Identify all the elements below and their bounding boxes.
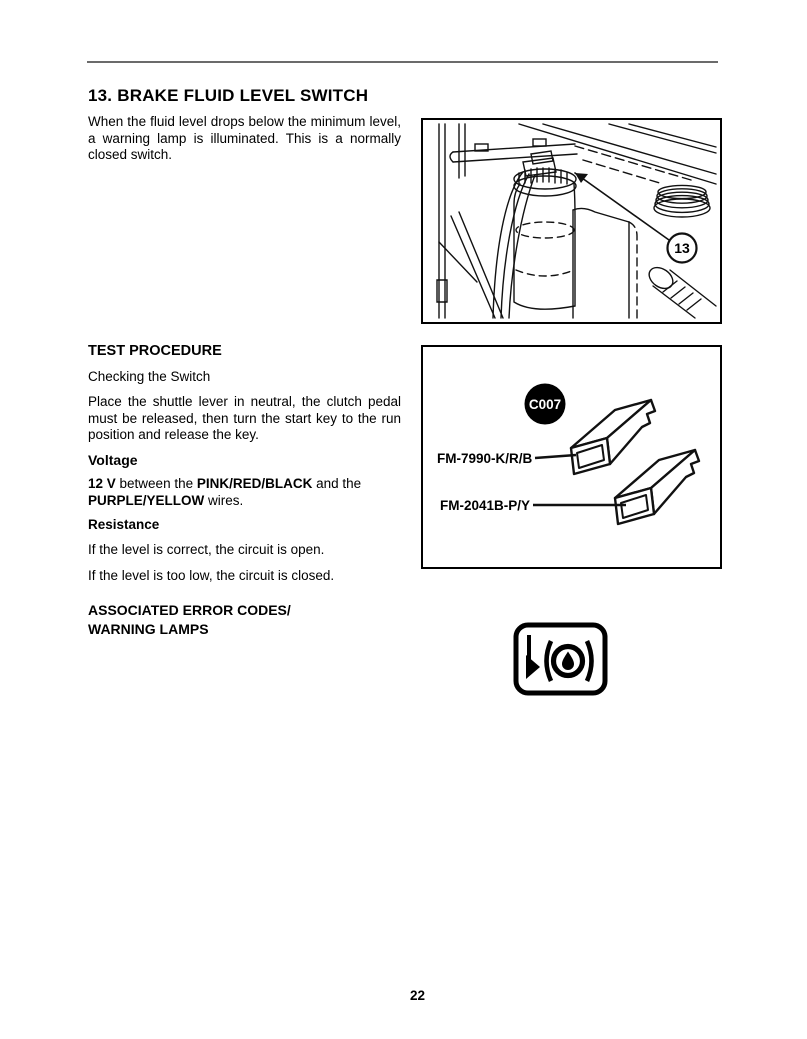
associated-error-codes-heading <box>88 601 291 638</box>
associated-error-codes-line1: ASSOCIATED ERROR CODES/ <box>88 602 291 618</box>
header-rule <box>87 61 718 63</box>
c007-badge-label: C007 <box>528 397 562 412</box>
test-procedure-heading: TEST PROCEDURE <box>88 343 222 359</box>
page-number: 22 <box>409 988 426 1003</box>
voltage-heading: Voltage <box>88 452 138 468</box>
page-title <box>88 86 368 106</box>
section-number: 13. <box>88 86 113 105</box>
brake-fluid-warning-lamp-icon <box>513 622 608 696</box>
callout-13-label: 13 <box>674 240 690 256</box>
checking-switch-subheading: Checking the Switch <box>88 369 211 384</box>
resistance-heading: Resistance <box>88 517 160 532</box>
voltage-paragraph: 12 V between the PINK/RED/BLACK and the PURPLE/YELLOW wires. <box>88 476 362 508</box>
resistance-closed-line: If the level is too low, the circuit is closed. <box>88 568 335 583</box>
figure-brake-reservoir <box>421 118 722 324</box>
section-title: BRAKE FLUID LEVEL SWITCH <box>117 86 369 105</box>
associated-error-codes-line2: WARNING LAMPS <box>88 620 209 637</box>
intro-paragraph: When the fluid level drops below the minimum level, a warning lamp is illuminated. This is a normally closed switch. <box>88 114 401 162</box>
brake-reservoir-illustration-icon <box>423 120 720 322</box>
connector-label-upper: FM-7990-K/R/B <box>437 451 533 466</box>
resistance-open-line: If the level is correct, the circuit is open. <box>88 542 325 557</box>
wiring-connectors-illustration-icon <box>423 347 720 567</box>
connector-label-lower: FM-2041B-P/Y <box>440 498 531 513</box>
figure-connectors <box>421 345 722 569</box>
warning-lamp <box>513 622 608 696</box>
instructions-paragraph: Place the shuttle lever in neutral, the clutch pedal must be released, then turn the start key to the run position and release the key. <box>88 394 401 442</box>
connector-upper <box>571 400 655 474</box>
leader-line-upper <box>535 455 576 458</box>
connector-lower <box>615 450 699 524</box>
